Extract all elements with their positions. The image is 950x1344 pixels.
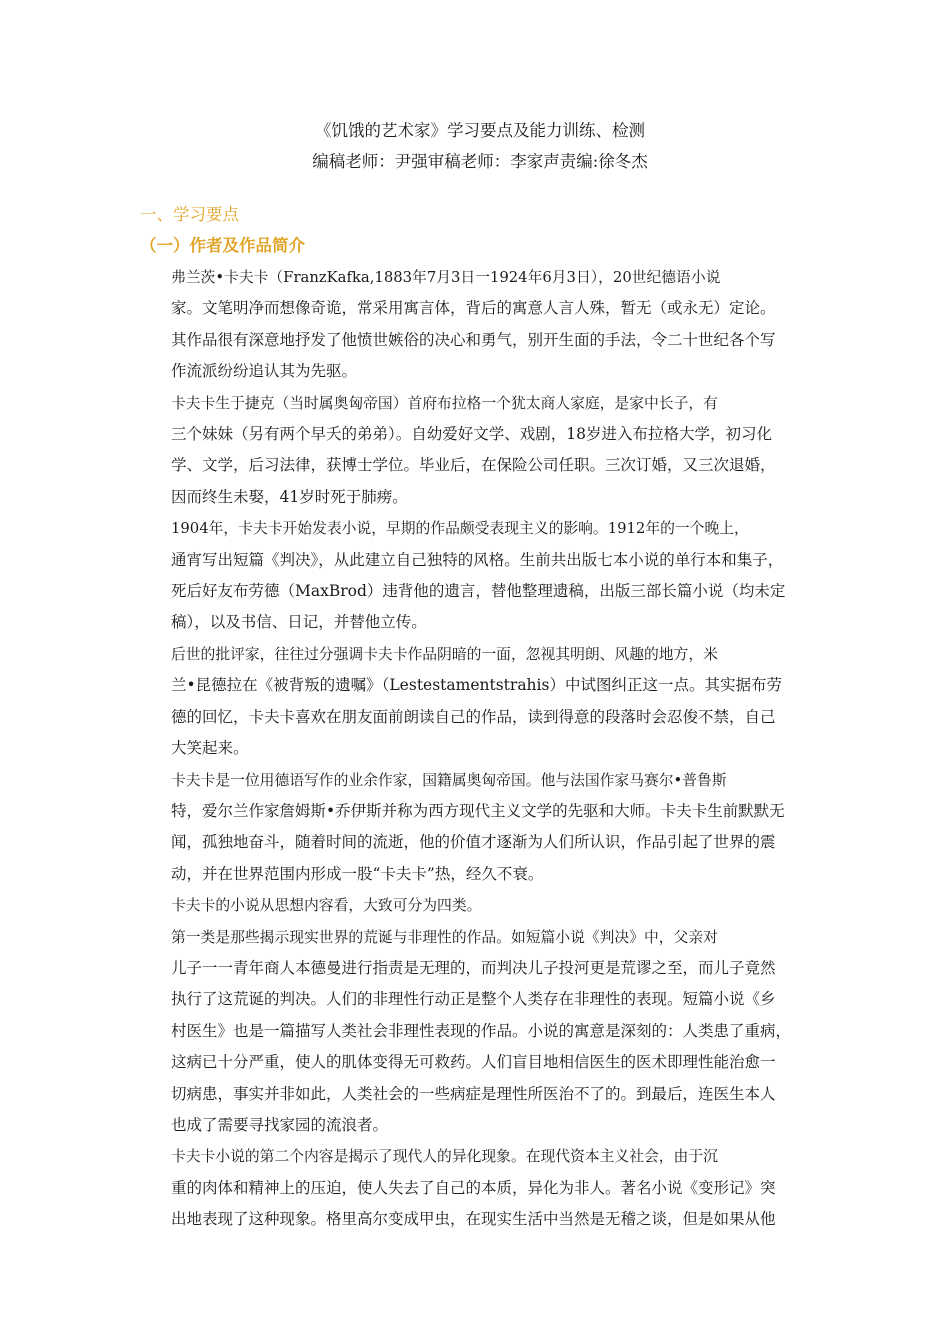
paragraph	[140, 1141, 820, 1235]
paragraph-line: 稿），以及书信、日记，并替他立传。	[171, 613, 427, 632]
paragraph-line: 执行了这荒诞的判决。人们的非理性行动正是整个人类存在非理性的表现。短篇小说《乡	[171, 990, 776, 1009]
paragraph-line: 死后好友布劳德（MaxBrod）违背他的遗言，替他整理遗稿，出版三部长篇小说（均未定	[171, 582, 786, 601]
paragraph	[140, 262, 820, 388]
paragraph-line: 因而终生未娶，41岁时死于肺痨。	[171, 487, 408, 506]
paragraph-line: 家。文笔明净而想像奇诡，常采用寓言体，背后的寓意人言人殊，暂无（或永无）定论。	[171, 299, 776, 318]
paragraph-line: 1904年，卡夫卡开始发表小说，早期的作品颇受表现主义的影响。1912年的一个晚上，	[171, 520, 749, 538]
paragraph-line: 村医生》也是一篇描写人类社会非理性表现的作品。小说的寓意是深刻的：人类患了重病，	[171, 1021, 792, 1040]
paragraph-line: 闻，孤独地奋斗，随着时间的流逝，他的价值才逐渐为人们所认识，作品引起了世界的震	[171, 833, 776, 852]
paragraph-line: 卡夫卡小说的第二个内容是揭示了现代人的异化现象。在现代资本主义社会，由于沉	[171, 1148, 718, 1166]
paragraph-line: 卡夫卡是一位用德语写作的业余作家，国籍属奥匈帝国。他与法国作家马赛尔•普鲁斯	[171, 771, 727, 789]
paragraph-line: 德的回忆，卡夫卡喜欢在朋友面前朗读自己的作品，读到得意的段落时会忍俊不禁，自己	[171, 707, 776, 726]
paragraph-line: 作流派纷纷追认其为先驱。	[171, 362, 358, 381]
paragraph	[140, 639, 820, 765]
section-heading: 一、学习要点	[140, 205, 239, 224]
paragraph-line: 特，爱尔兰作家詹姆斯•乔伊斯并称为西方现代主义文学的先驱和大师。卡夫卡生前默默无	[171, 801, 785, 820]
paragraph-line: 重的肉体和精神上的压迫，使人失去了自己的本质，异化为非人。著名小说《变形记》突	[171, 1178, 776, 1197]
paragraph	[140, 765, 820, 891]
paragraph	[140, 922, 820, 1142]
paragraph-line: 动，并在世界范围内形成一股“卡夫卡”热，经久不衰。	[171, 864, 544, 883]
document-credits: 编稿老师：尹强审稿老师：李家声责编:徐冬杰	[312, 152, 648, 171]
paragraph-line: 第一类是那些揭示现实世界的荒诞与非理性的作品。如短篇小说《判决》中，父亲对	[171, 928, 718, 946]
paragraph-line: 儿子一一青年商人本德曼进行指责是无理的，而判决儿子投河更是荒谬之至，而儿子竟然	[171, 958, 776, 977]
paragraph-line: 卡夫卡生于捷克（当时属奥匈帝国）首府布拉格一个犹太商人家庭，是家中长子，有	[171, 394, 718, 412]
paragraph	[140, 388, 820, 514]
paragraph	[140, 513, 820, 639]
paragraph-line: 也成了需要寻找家园的流浪者。	[171, 1115, 389, 1134]
paragraph-line: 切病患，事实并非如此，人类社会的一些病症是理性所医治不了的。到最后，连医生本人	[171, 1084, 776, 1103]
paragraph-line: 弗兰茨•卡夫卡（FranzKafka,1883年7月3日一1924年6月3日），20世纪德语小说	[171, 269, 721, 286]
paragraph-line: 三个妹妹（另有两个早夭的弟弟）。自幼爱好文学、戏剧，18岁进入布拉格大学，初习化	[171, 425, 772, 444]
paragraph-line: 兰•昆德拉在《被背叛的遗嘱》（Lestestamentstrahis）中试图纠正这一点。其实据布劳	[171, 676, 782, 695]
section-subheading: （一）作者及作品简介	[140, 236, 305, 255]
paragraph-line: 大笑起来。	[171, 739, 249, 758]
document-title: 《饥饿的艺术家》学习要点及能力训练、检测	[315, 121, 645, 140]
paragraph	[140, 890, 820, 921]
paragraph-line: 卡夫卡的小说从思想内容看，大致可分为四类。	[171, 897, 482, 915]
article-body	[140, 262, 820, 1236]
paragraph-line: 后世的批评家，往往过分强调卡夫卡作品阴暗的一面，忽视其明朗、风趣的地方，米	[171, 645, 718, 663]
paragraph-line: 出地表现了这种现象。格里高尔变成甲虫，在现实生活中当然是无稽之谈，但是如果从他	[171, 1210, 776, 1229]
paragraph-line: 学、文学，后习法律，获博士学位。毕业后，在保险公司任职。三次订婚，又三次退婚，	[171, 456, 776, 475]
paragraph-line: 这病已十分严重，使人的肌体变得无可救药。人们盲目地相信医生的医术即理性能治愈一	[171, 1053, 776, 1072]
paragraph-line: 通宵写出短篇《判决》，从此建立自己独特的风格。生前共出版七本小说的单行本和集子，	[171, 550, 784, 569]
paragraph-line: 其作品很有深意地抒发了他愤世嫉俗的决心和勇气，别开生面的手法，令二十世纪各个写	[171, 330, 776, 349]
